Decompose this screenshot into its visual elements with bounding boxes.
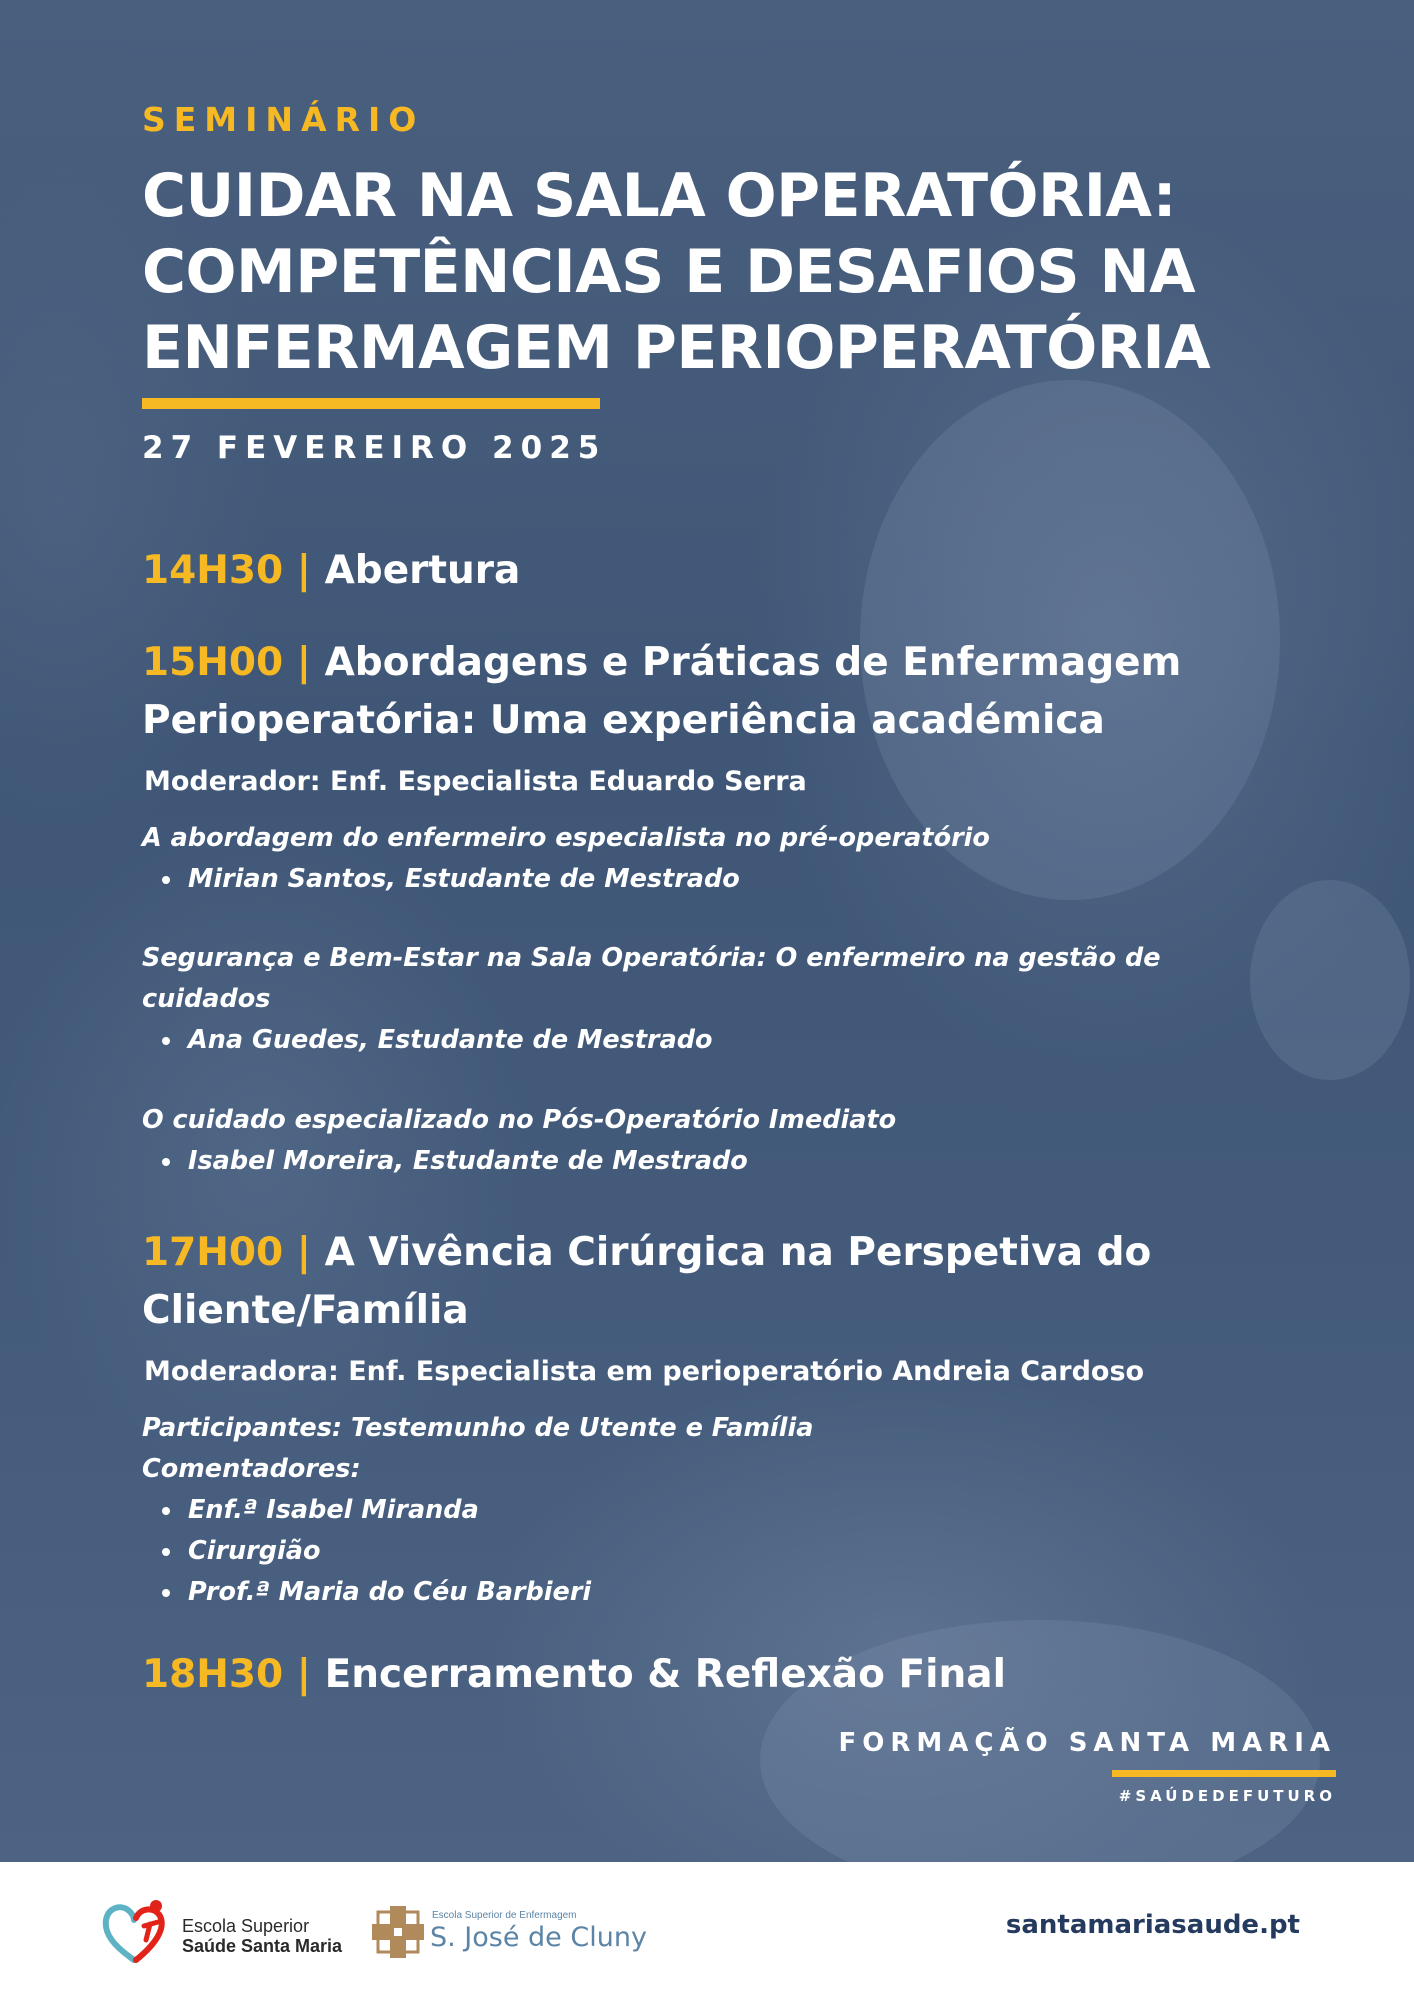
talk-title-line-1: Segurança e Bem-Estar na Sala Operatória: O enfermeiro na gestão de: [142, 943, 1161, 973]
commentator-item: Enf.ª Isabel Miranda: [142, 1490, 1202, 1531]
session-title: Encerramento & Reflexão Final: [324, 1652, 1006, 1697]
talk-speaker: Isabel Moreira, Estudante de Mestrado: [142, 1141, 1202, 1182]
seminar-kicker: SEMINÁRIO: [142, 100, 425, 139]
title-line-3: ENFERMAGEM PERIOPERATÓRIA: [142, 313, 1211, 383]
talk-title-line-2: cuidados: [142, 984, 271, 1014]
session-title-line-2: Perioperatória: Uma experiência académica: [142, 698, 1105, 743]
brand-block: [838, 1728, 1336, 1805]
cross-emblem-icon: [370, 1904, 426, 1960]
session-title: Abertura: [324, 548, 521, 593]
logo2-name: S. José de Cluny: [430, 1922, 647, 1953]
talk-speaker: Mirian Santos, Estudante de Mestrado: [142, 859, 1202, 900]
seminar-title: [142, 158, 1282, 386]
event-date: 27 FEVEREIRO 2025: [142, 430, 607, 466]
brand-hashtag: #SAÚDEDEFUTURO: [1118, 1787, 1336, 1805]
brand-underline: [1112, 1770, 1336, 1777]
session-time: 18H30 |: [142, 1652, 312, 1697]
session-moderator: Moderador: Enf. Especialista Eduardo Serra: [144, 766, 807, 797]
session-time: 15H00 |: [142, 640, 312, 685]
talk-speaker: Ana Guedes, Estudante de Mestrado: [142, 1020, 1202, 1061]
session-moderator: Moderadora: Enf. Especialista em perioperatório Andreia Cardoso: [144, 1356, 1145, 1387]
title-line-2: COMPETÊNCIAS E DESAFIOS NA: [142, 237, 1196, 307]
session-patient-experience: [142, 1224, 1302, 1340]
session-title-line-1: Abordagens e Práticas de Enfermagem: [324, 640, 1182, 685]
logo-escola-santa-maria: [100, 1894, 360, 1970]
talk-item: [142, 938, 1202, 1061]
participants-line: Participantes: Testemunho de Utente e Família: [142, 1413, 814, 1443]
commentator-item: Prof.ª Maria do Céu Barbieri: [142, 1572, 1202, 1613]
session-opening: [142, 542, 1302, 600]
session-time: 17H00 |: [142, 1230, 312, 1275]
logo2-small-text: Escola Superior de Enfermagem: [432, 1910, 577, 1921]
title-line-1: CUIDAR NA SALA OPERATÓRIA:: [142, 161, 1177, 231]
brand-name: FORMAÇÃO SANTA MARIA: [838, 1728, 1336, 1758]
footer: [0, 1862, 1414, 2000]
logo-sao-jose-cluny: [370, 1902, 670, 1972]
photo-shape: [1250, 880, 1410, 1080]
session-title-line-1: A Vivência Cirúrgica na Perspetiva do: [324, 1230, 1152, 1275]
commentators-label: Comentadores:: [142, 1454, 361, 1484]
heart-person-icon: [100, 1896, 172, 1966]
talk-item: [142, 1100, 1202, 1182]
logo1-line-1: Escola Superior: [182, 1916, 310, 1936]
session-closing: [142, 1646, 1302, 1704]
session-practices: [142, 634, 1302, 750]
website-link[interactable]: santamariasaude.pt: [1005, 1910, 1300, 1940]
talk-item: [142, 818, 1202, 900]
session-time: 14H30 |: [142, 548, 312, 593]
commentator-item: Cirurgião: [142, 1531, 1202, 1572]
logo1-line-2: Saúde Santa Maria: [182, 1936, 343, 1956]
title-underline: [142, 398, 600, 409]
talk-title: O cuidado especializado no Pós-Operatório Imediato: [142, 1105, 897, 1135]
session-title-line-2: Cliente/Família: [142, 1288, 469, 1333]
logo1-text: [182, 1916, 342, 1956]
talk-title: A abordagem do enfermeiro especialista no pré-operatório: [142, 823, 990, 853]
session-participants: [142, 1408, 1202, 1613]
